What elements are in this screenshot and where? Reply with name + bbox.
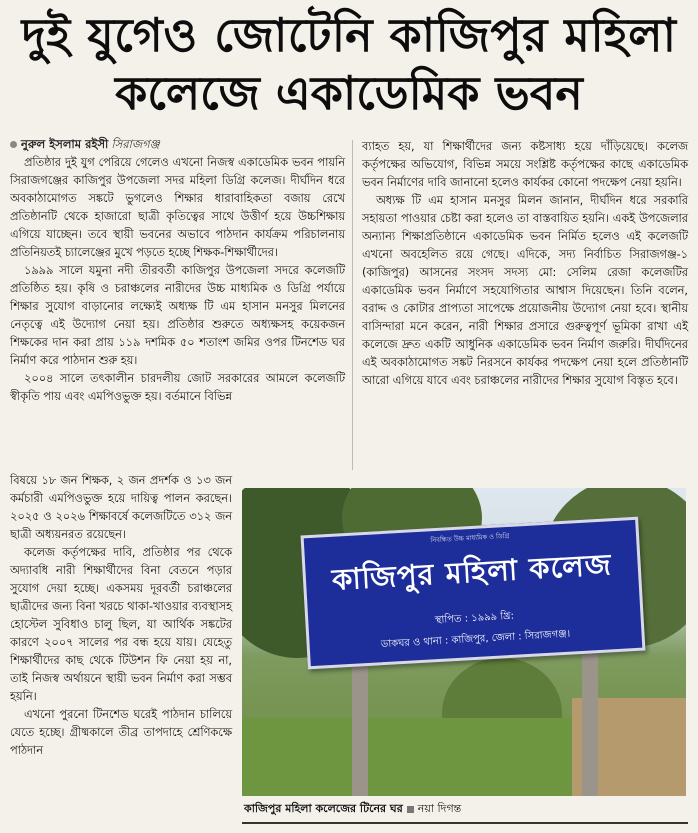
paragraph: এখনো পুরনো টিনশেড ঘরেই পাঠদান চালিয়ে যেতে হচ্ছে। গ্রীষ্মকালে তীব্র তাপদাহে শ্রেণিকক্ষে পাঠদান (10, 708, 232, 757)
sign-address: ডাকঘর ও থানা : কাজিপুর, জেলা : সিরাজগঞ্জ। (380, 628, 571, 651)
paragraph: ব্যাহত হয়, যা শিক্ষার্থীদের জন্য কষ্টসাধ্য হয়ে দাঁড়িয়েছে। কলেজ কর্তৃপক্ষের অভিযোগ, বিভিন্ন সময়ে সংশ্লিষ্ট কর্তৃপক্ষের কাছে একাডেমিক ভবন নির্মাণের দাবি জানানো হলেও কার্যকর কোনো পদক্ষেপ নেয়া হয়নি। (362, 140, 688, 189)
paragraph: কলেজ কর্তৃপক্ষের দাবি, প্রতিষ্ঠার পর থেকে অদ্যাবধি নারী শিক্ষার্থীদের বিনা বেতনে পড়ার সুযোগ দেয়া হচ্ছে। একসময় দূরবর্তী চরাঞ্চলের ছাত্রীদের জন্য বিনা খরচে থাকা-খাওয়ার ব্যবস্থাসহ হোস্টেল সুবিধাও চালু ছিল, যা আর্থিক সঙ্কটের কারণে ২০০৭ সালের পর বন্ধ হয়ে যায়। যেহেতু শিক্ষার্থীদের কাছ থেকে টিউশন ফি নেয়া হয় না, তাই নিজস্ব অর্থায়নে স্থায়ী ভবন নির্মাণ করা সম্ভব হয়নি। (10, 546, 232, 703)
college-sign-photo (242, 488, 686, 796)
author-name: নুরুল ইসলাম রইসী (21, 137, 109, 151)
photo-credit: নয়া দিগন্ত (417, 802, 462, 815)
headline (0, 6, 698, 122)
paragraph: অধ্যক্ষ টি এম হাসান মনসুর মিলন জানান, দীর্ঘদিন ধরে সরকারি সহায়তা পাওয়ার চেষ্টা করা হলেও তা বাস্তবায়িত হয়নি। একই উপজেলার অন্যান্য শিক্ষাপ্রতিষ্ঠানে একাডেমিক ভবন নির্মিত হলেও এই কলেজটি এখনো অবহেলিত রয়ে গেছে। এদিকে, সদ্য নির্বাচিত সিরাজগঞ্জ-১ (কাজিপুর) আসনের সংসদ সদস্য মো: সেলিম রেজা কলেজটির একাডেমিক ভবন নির্মাণে সহযোগিতার আশ্বাস দিয়েছেন। তিনি বলেন, বরাদ্দ ও কোটার প্রাপ্যতা সাপেক্ষে প্রয়োজনীয় উদ্যোগ নেয়া হবে। স্থানীয় বাসিন্দারা মনে করেন, নারী শিক্ষার প্রসারে গুরুত্বপূর্ণ ভূমিকা রাখা এই কলেজে দ্রুত একটি আধুনিক একাডেমিক ভবন নির্মাণ জরুরি। দীর্ঘদিনের এই অবকাঠামোগত সঙ্কট নিরসনে কার্যকর পদক্ষেপ নেয়া হলে প্রতিষ্ঠানটি আরো এগিয়ে যাবে এবং চরাঞ্চলের নারীদের শিক্ষার সুযোগ বিস্তৃত হবে। (362, 194, 688, 387)
article-column-2 (362, 138, 688, 390)
headline-line-2: কলেজে একাডেমিক ভবন (115, 66, 583, 120)
article-column-3 (10, 472, 232, 760)
sign-title: কাজিপুর মহিলা কলেজ (331, 547, 613, 597)
paragraph: ১৯৯৯ সালে যমুনা নদী তীরবর্তী কাজিপুর উপজেলা সদরে কলেজটি প্রতিষ্ঠিত হয়। কৃষি ও চরাঞ্চলের নারীদের উচ্চ মাধ্যমিক ও ডিগ্রি পর্যায়ে শিক্ষার সুযোগ বাড়ানোর লক্ষ্যেই অধ্যক্ষ টি এম হাসান মনসুর মিলনের নেতৃত্বে এই উদ্যোগ নেয়া হয়। প্রতিষ্ঠার শুরুতে অধ্যক্ষসহ কয়েকজন শিক্ষকের দান করা প্রায় ১১৯ দশমিক ৫০ শতাংশ জমির ওপর টিনশেড ঘর নির্মাণ করে পাঠদান শুরু হয়। (10, 264, 345, 367)
sign-post (582, 638, 598, 796)
sign-established: স্থাপিত : ১৯৯৯ খ্রি: (434, 610, 515, 627)
dateline-place: সিরাজগঞ্জ (111, 137, 160, 151)
bottom-rule (242, 822, 688, 824)
paragraph: বিষয়ে ১৮ জন শিক্ষক, ২ জন প্রদর্শক ও ১৩ জন কর্মচারী এমপিওভুক্ত হয়ে দায়িত্ব পালন করছেন। ২০২৫ ও ২০২৬ শিক্ষাবর্ষে কলেজটিতে ৩১২ জন ছাত্রী অধ্যয়নরত রয়েছেন। (10, 474, 232, 541)
college-signboard (301, 517, 646, 670)
square-bullet-icon (407, 806, 414, 813)
headline-line-1: দুই যুগেও জোটেনি কাজিপুর মহিলা (21, 8, 677, 62)
caption-text: কাজিপুর মহিলা কলেজের টিনের ঘর (244, 802, 403, 815)
photo-caption (244, 800, 688, 819)
sign-post (352, 648, 368, 796)
sign-top-text: নিবন্ধিত উচ্চ মাধ্যমিক ও ডিগ্রি (430, 531, 510, 545)
paragraph: প্রতিষ্ঠার দুই যুগ পেরিয়ে গেলেও এখনো নিজস্ব একাডেমিক ভবন পায়নি সিরাজগঞ্জের কাজিপুর উপজেলা সদর মহিলা ডিগ্রি কলেজ। দীর্ঘদিন ধরে অবকাঠামোগত সঙ্কটে ভুগলেও শিক্ষার ধারাবাহিকতা বজায় রেখে প্রতিষ্ঠানটি থেকে হাজারো ছাত্রী কৃতিত্বের সাথে উত্তীর্ণ হয়ে উচ্চশিক্ষায় এগিয়ে যাচ্ছেন। তবে স্থায়ী ভবনের অভাবে পাঠদান কার্যক্রম পরিচালনায় প্রতিনিয়তই চ্যালেঞ্জের মুখে পড়তে হচ্ছে শিক্ষক-শিক্ষার্থীদের। (10, 156, 345, 259)
column-divider (352, 140, 353, 470)
byline (10, 136, 160, 155)
paragraph: ২০০৪ সালে তৎকালীন চারদলীয় জোট সরকারের আমলে কলেজটি স্বীকৃতি পায় এবং এমপিওভুক্ত হয়। বর্তমানে বিভিন্ন (10, 372, 345, 403)
bullet-icon (10, 141, 17, 148)
article-column-1 (10, 154, 345, 406)
